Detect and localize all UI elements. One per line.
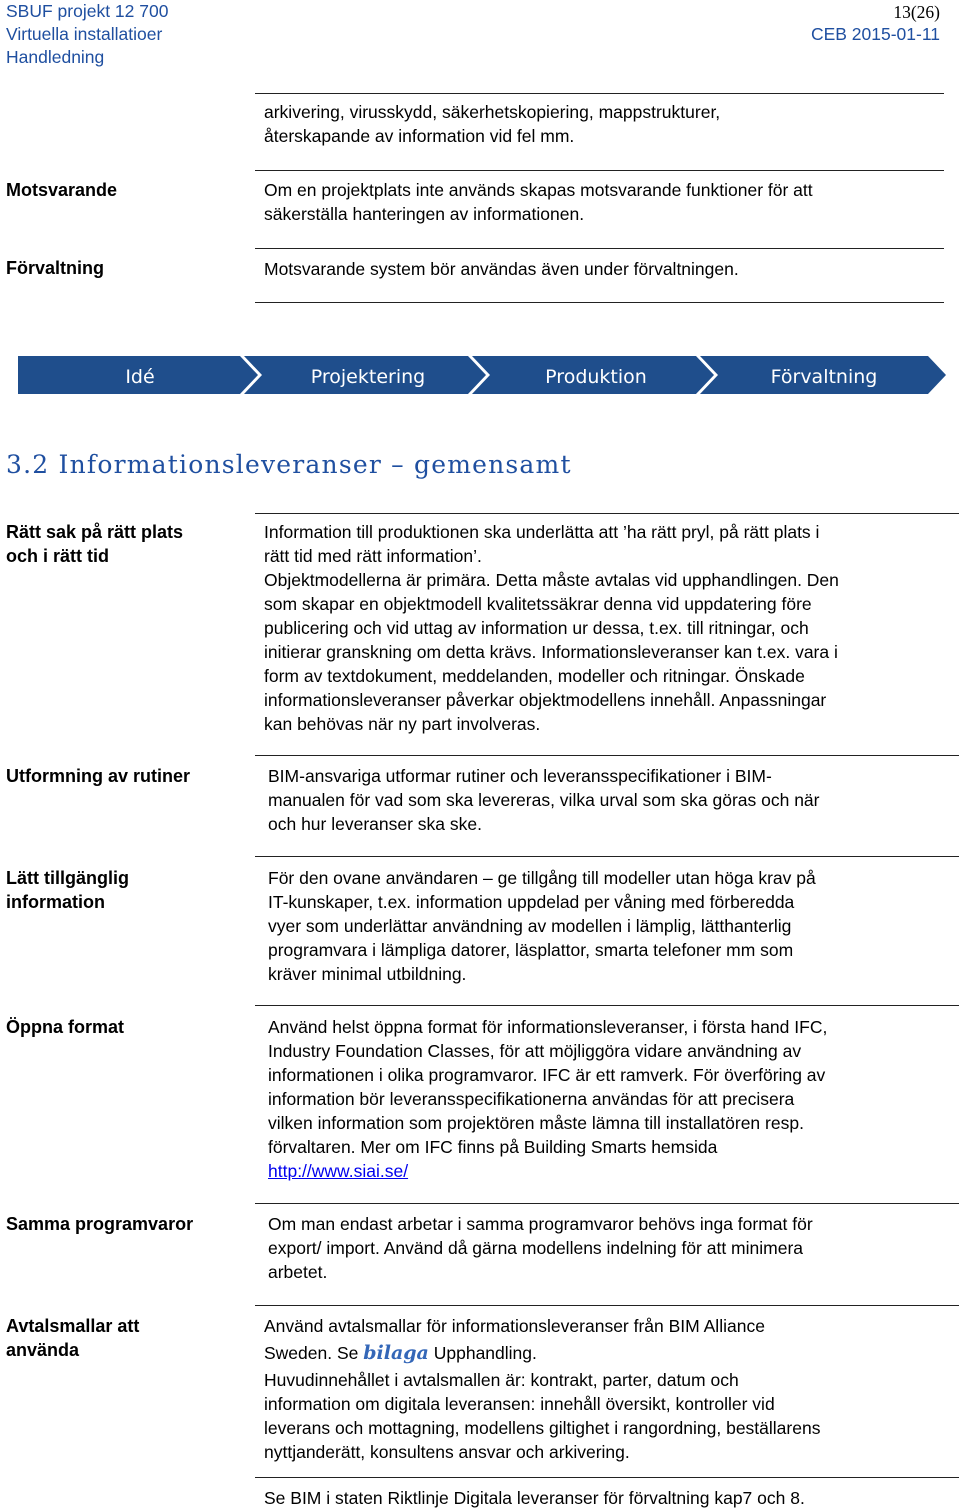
siai-link[interactable]: http://www.siai.se/: [268, 1161, 409, 1181]
oppna-format-text: Använd helst öppna format för informationsleveranser, i första hand IFC, Industry Foundation Classes, för att möjliggöra vidare användning av informationen i olika programvaror. IFC är ett ramverk. För överföring av information bör leveransspecifikationerna användas för att precisera vilken information som projektören måste lämna till installatören resp. förvaltaren. Mer om IFC finns på Building Smarts hemsida http://www.siai.se/: [268, 1017, 828, 1181]
divider: [255, 1203, 959, 1204]
header-page-number: 13(26): [893, 2, 940, 22]
label-samma-programvaror: Samma programvaror: [6, 1214, 194, 1234]
divider: [255, 1305, 959, 1306]
bilaga-link[interactable]: bilaga: [363, 1342, 429, 1364]
section-heading: 3.2 Informationsleveranser – gemensamt: [6, 450, 572, 479]
process-label-ide: Idé: [125, 366, 155, 388]
divider: [255, 755, 959, 756]
avtalsmallar-text: Använd avtalsmallar för informationsleveranser från BIM Alliance Sweden. Se bilaga Upphandling. Huvudinnehållet i avtalsmallen är: kontrakt, parter, datum och information om digitala leveransen: innehåll översikt, kontroller vid leverans och mottagning, modellens giltighet i rangordning, beställarens nyttjanderätt, konsultens ansvar och arkivering.: [264, 1316, 821, 1462]
label-avtalsmallar: Avtalsmallar att använda: [6, 1316, 140, 1360]
header-project: SBUF projekt 12 700: [6, 1, 169, 21]
intro-text: arkivering, virusskydd, säkerhetskopiering, mappstrukturer, återskapande av information vid fel mm.: [264, 102, 721, 146]
samma-programvaror-text: Om man endast arbetar i samma programvaror behövs inga format för export/ import. Använd då gärna modellens indelning för att minimera arbetet.: [268, 1214, 813, 1282]
label-motsvarande: Motsvarande: [6, 180, 118, 200]
divider: [255, 856, 959, 857]
forvaltning-text: Motsvarande system bör användas även under förvaltningen.: [264, 259, 739, 279]
ratt-sak-text: Information till produktionen ska underlätta att ’ha rätt pryl, på rätt plats i rätt tid med rätt information’. Objektmodellerna är primära. Detta måste avtalas vid upphandlingen. Den som skapar en objektmodell kvalitetssäkrar denna vid uppdatering före publicering och vid uttag av information ur dessa, t.ex. till ritningar, och initierar granskning om detta krävs. Informationsleveranser kan t.ex. vara i form av textdokument, meddelanden, modeller och ritningar. Önskade informationsleveranser påverkar objektmodellens innehåll. Anpassningar kan behövas när ny part involveras.: [264, 522, 839, 734]
label-utformning: Utformning av rutiner: [6, 766, 191, 786]
divider: [255, 248, 944, 249]
label-ratt-sak: Rätt sak på rätt plats och i rätt tid: [6, 522, 184, 566]
process-label-projektering: Projektering: [310, 366, 426, 388]
header-company-date: CEB 2015-01-11: [810, 24, 940, 44]
divider: [255, 170, 944, 171]
motsvarande-text: Om en projektplats inte används skapas motsvarande funktioner för att säkerställa hanteringen av informationen.: [264, 180, 813, 224]
process-label-forvaltning: Förvaltning: [770, 366, 878, 388]
header-subtitle: Virtuella installatioer: [6, 24, 163, 44]
divider: [255, 1005, 959, 1006]
divider: [255, 93, 944, 94]
divider: [255, 1477, 959, 1478]
footer-reference: Se BIM i staten Riktlinje Digitala leveranser för förvaltning kap7 och 8.: [264, 1488, 805, 1508]
utformning-text: BIM-ansvariga utformar rutiner och leveransspecifikationer i BIM- manualen för vad som ska levereras, vilka urval som ska göras och när och hur leveranser ska ske.: [268, 766, 820, 834]
latt-tillganglig-text: För den ovane användaren – ge tillgång till modeller utan höga krav på IT-kunskaper, t.ex. information uppdelad per våning med förberedda vyer som underlättar användning av modellen i lämplig, lätthanterlig programvara i lämpliga datorer, läsplattor, smarta telefoner mm som kräver minimal utbildning.: [268, 868, 816, 984]
divider: [255, 513, 959, 514]
divider: [255, 302, 944, 303]
label-forvaltning: Förvaltning: [6, 258, 104, 278]
process-label-produktion: Produktion: [545, 366, 647, 388]
label-latt-tillganglig: Lätt tillgänglig information: [6, 868, 129, 912]
header-doc-type: Handledning: [6, 47, 105, 67]
label-oppna-format: Öppna format: [6, 1017, 125, 1037]
process-chevron-bar: [18, 356, 946, 394]
